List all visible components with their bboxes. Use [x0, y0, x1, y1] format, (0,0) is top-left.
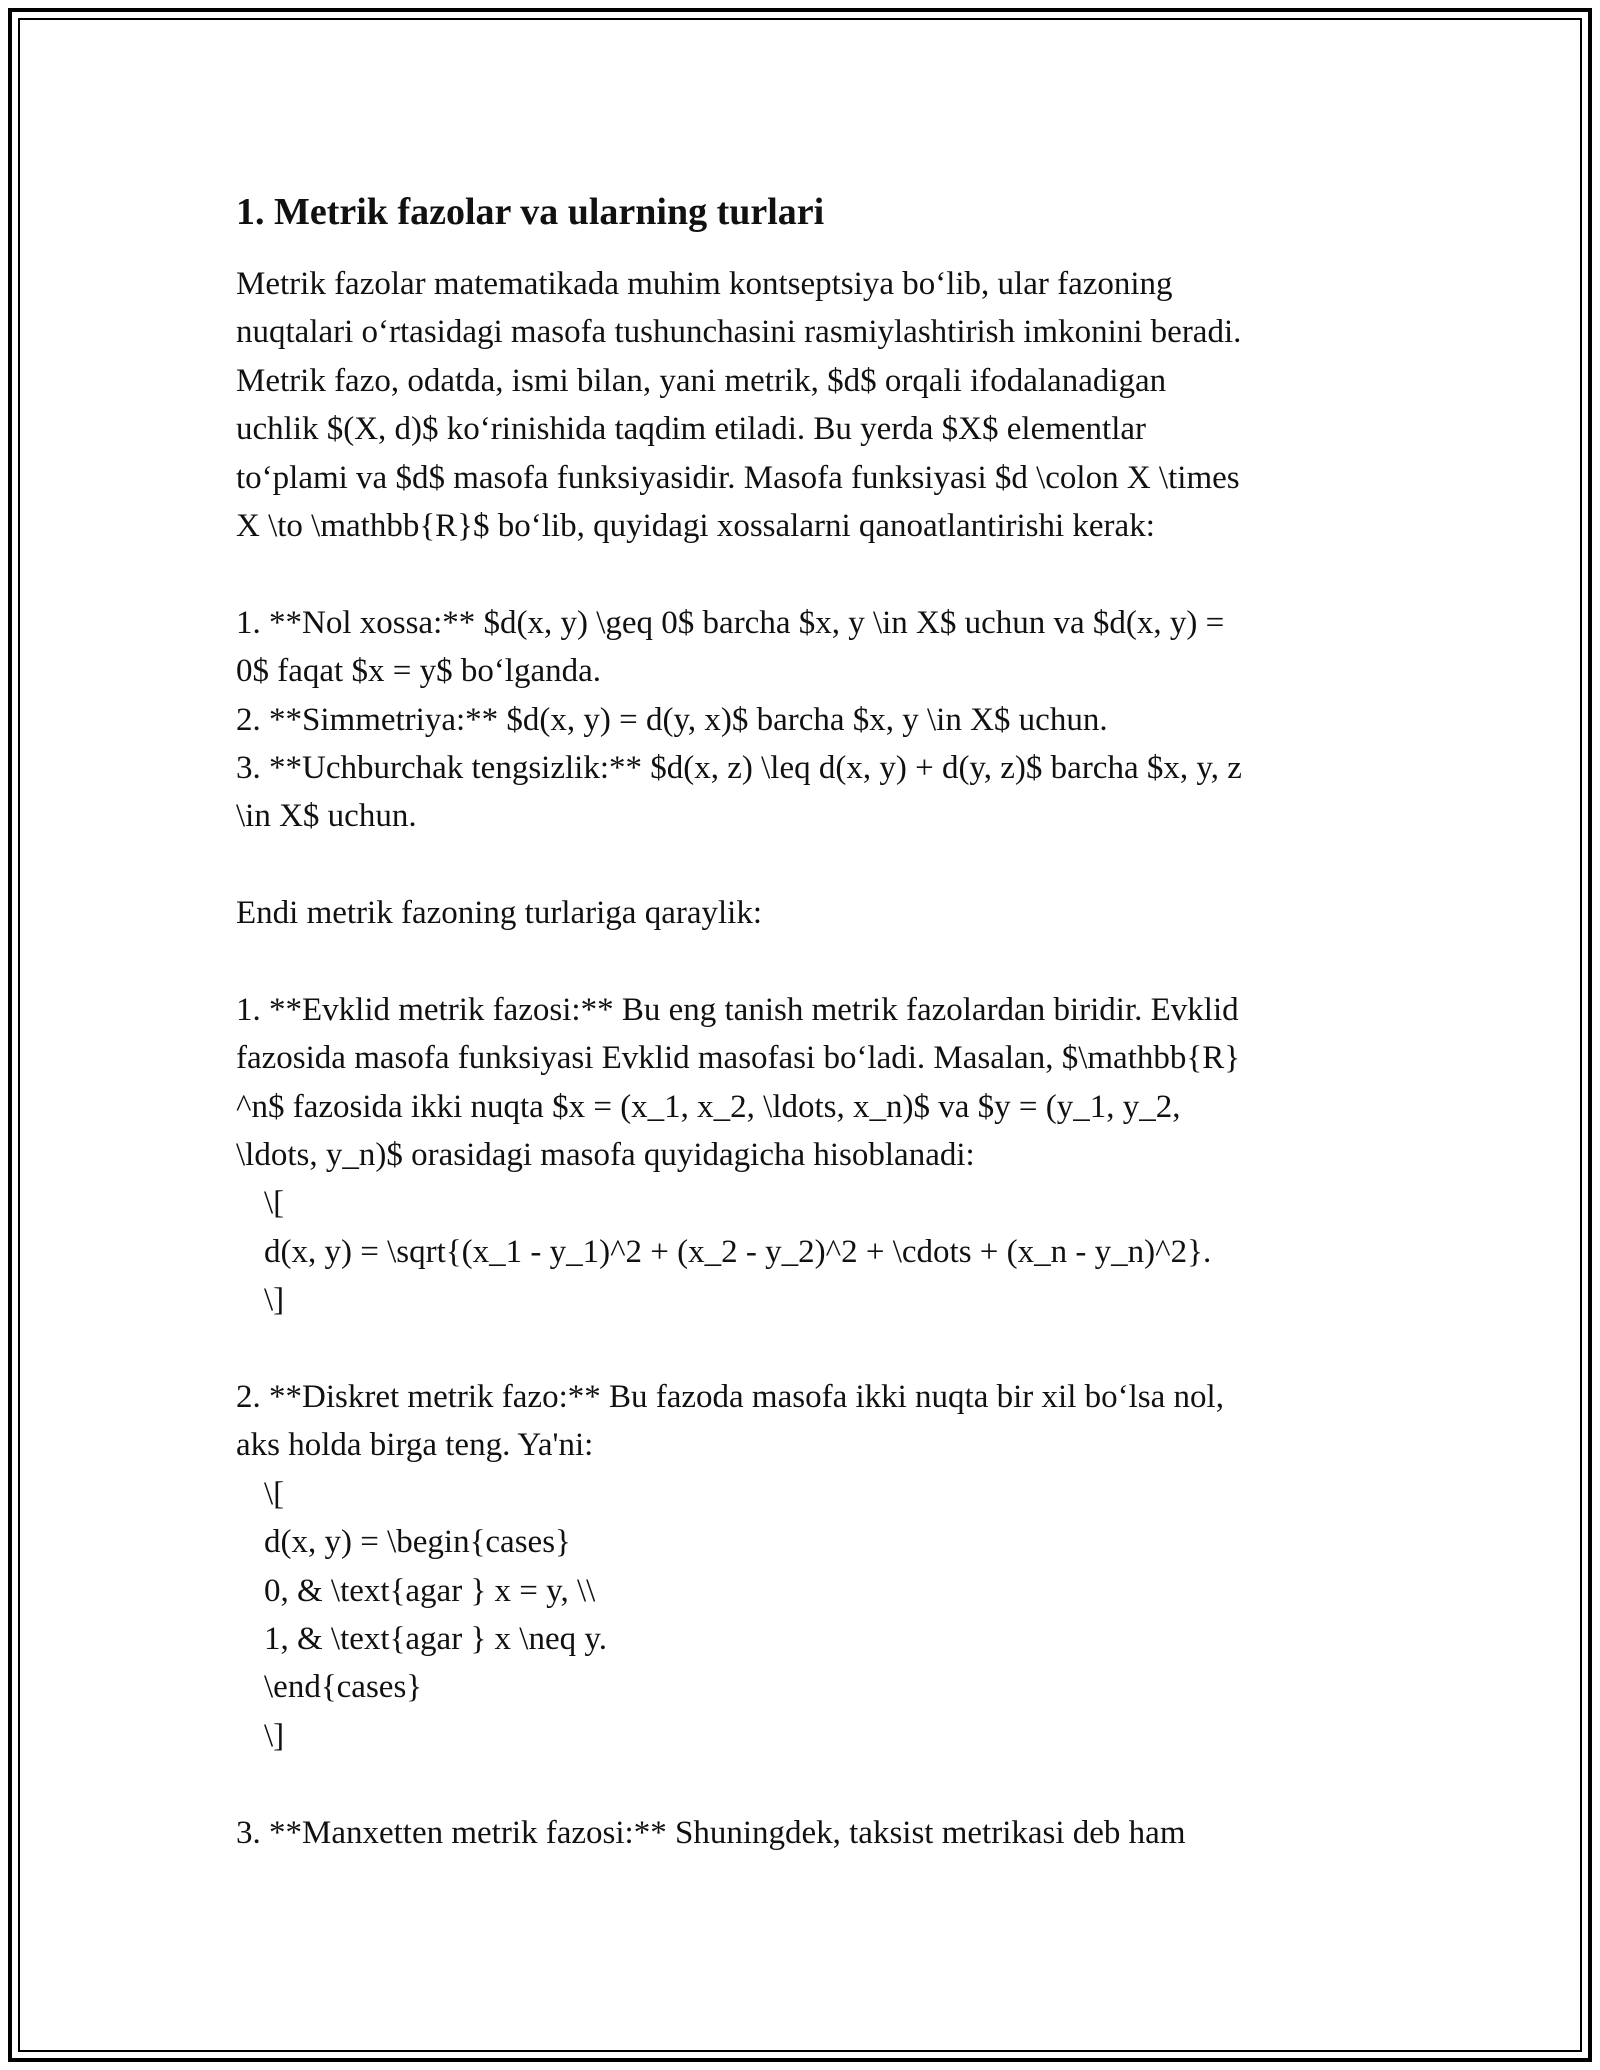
- list-item-line: aks holda birga teng. Ya'ni:: [236, 1427, 594, 1464]
- formula-line: 1, & \text{agar } x \neq y.: [264, 1620, 607, 1657]
- paragraph-line: nuqtalari o‘rtasidagi masofa tushunchasini rasmiylashtirish imkonini beradi.: [236, 314, 1242, 351]
- formula-line: \end{cases}: [264, 1669, 423, 1706]
- list-item-line: 2. **Diskret metrik fazo:** Bu fazoda masofa ikki nuqta bir xil bo‘lsa nol,: [236, 1378, 1224, 1415]
- paragraph-line: X \to \mathbb{R}$ bo‘lib, quyidagi xossalarni qanoatlantirishi kerak:: [236, 507, 1155, 544]
- list-item-line: fazosida masofa funksiyasi Evklid masofasi bo‘ladi. Masalan, $\mathbb{R}: [236, 1040, 1241, 1077]
- blank-line: [236, 1760, 1366, 1808]
- list-item-line: \in X$ uchun.: [236, 798, 417, 835]
- formula-line: \[: [264, 1475, 285, 1512]
- paragraph-line: Metrik fazolar matematikada muhim kontseptsiya bo‘lib, ular fazoning: [236, 266, 1173, 302]
- list-item-line: 0$ faqat $x = y$ bo‘lganda.: [236, 653, 602, 690]
- paragraph-line: Endi metrik fazoning turlariga qaraylik:: [236, 895, 762, 932]
- blank-line: [236, 550, 1366, 598]
- paragraph-line: Metrik fazo, odatda, ismi bilan, yani metrik, $d$ orqali ifodalanadigan: [236, 362, 1167, 399]
- list-item-line: 1. **Evklid metrik fazosi:** Bu eng tanish metrik fazolardan biridir. Evklid: [236, 991, 1239, 1028]
- list-item-line: \ldots, y_n)$ orasidagi masofa quyidagicha hisoblanadi:: [236, 1137, 975, 1174]
- formula-line: 0, & \text{agar } x = y, \\: [264, 1572, 596, 1609]
- blank-line: [236, 1325, 1366, 1373]
- formula-line: d(x, y) = \sqrt{(x_1 - y_1)^2 + (x_2 - y_2)^2 + \cdots + (x_n - y_n)^2}.: [264, 1233, 1212, 1270]
- document-body: [236, 188, 1366, 1857]
- paragraph-line: uchlik $(X, d)$ ko‘rinishida taqdim etiladi. Bu yerda $X$ elementlar: [236, 411, 1147, 448]
- section-heading: 1. Metrik fazolar va ularning turlari: [236, 191, 825, 233]
- blank-line: [236, 841, 1366, 889]
- list-item-line: 1. **Nol xossa:** $d(x, y) \geq 0$ barcha $x, y \in X$ uchun va $d(x, y) =: [236, 604, 1225, 641]
- formula-line: \]: [264, 1717, 285, 1754]
- formula-line: d(x, y) = \begin{cases}: [264, 1524, 571, 1561]
- list-item-line: ^n$ fazosida ikki nuqta $x = (x_1, x_2, \ldots, x_n)$ va $y = (y_1, y_2,: [236, 1088, 1181, 1125]
- list-item-line: 2. **Simmetriya:** $d(x, y) = d(y, x)$ barcha $x, y \in X$ uchun.: [236, 701, 1108, 738]
- blank-line: [236, 937, 1366, 985]
- list-item-line: 3. **Manxetten metrik fazosi:** Shuningdek, taksist metrikasi deb ham: [236, 1814, 1186, 1851]
- paragraph-line: to‘plami va $d$ masofa funksiyasidir. Masofa funksiyasi $d \colon X \times: [236, 459, 1240, 496]
- formula-line: \[: [264, 1185, 285, 1222]
- list-item-line: 3. **Uchburchak tengsizlik:** $d(x, z) \leq d(x, y) + d(y, z)$ barcha $x, y, z: [236, 749, 1242, 786]
- formula-line: \]: [264, 1282, 285, 1319]
